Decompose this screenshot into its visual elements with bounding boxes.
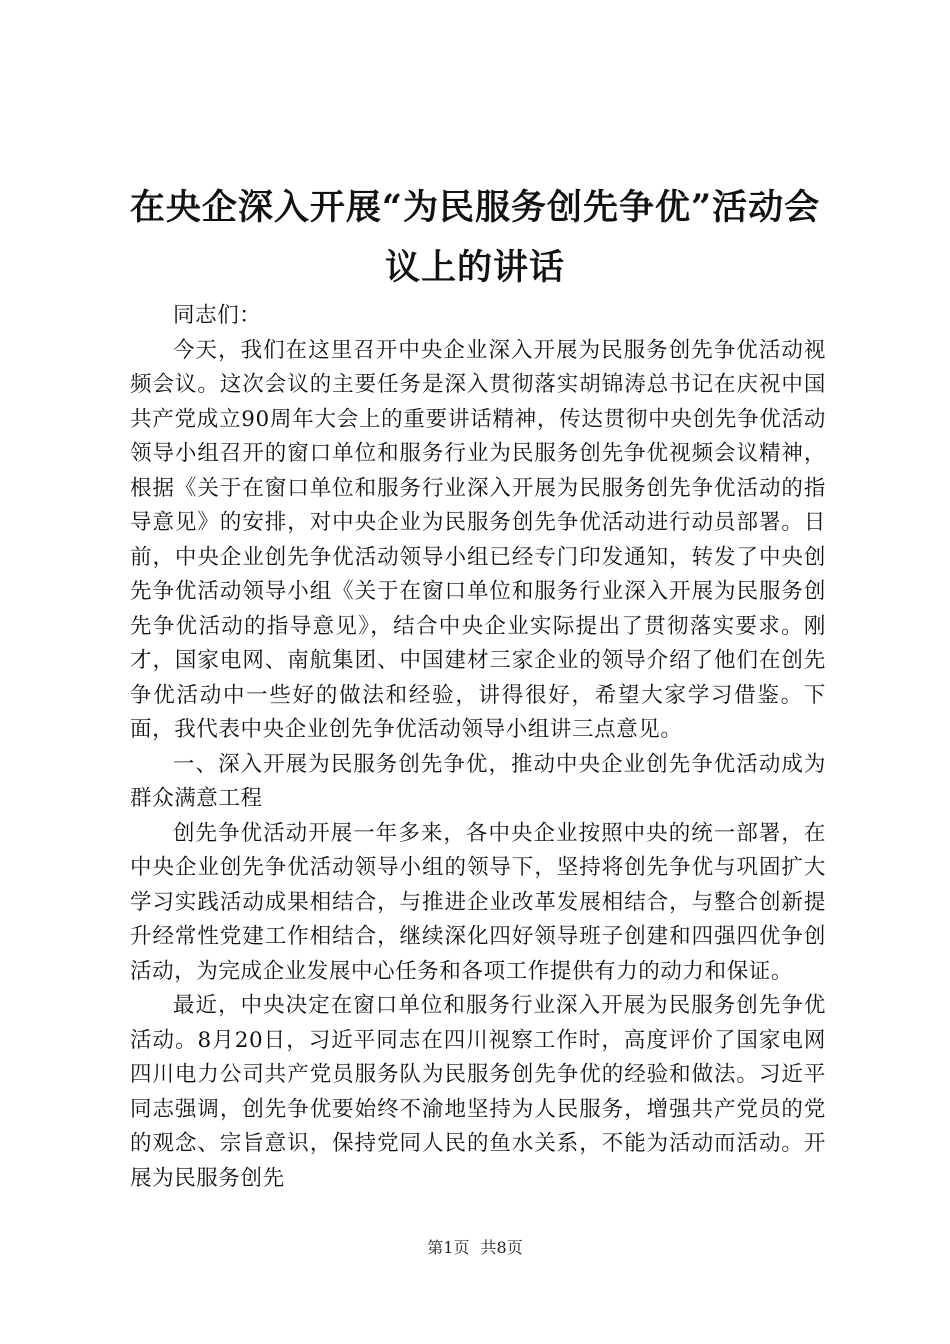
body-paragraph: 最近，中央决定在窗口单位和服务行业深入开展为民服务创先争优活动。8月20日，习近平同志在四川视察工作时，高度评价了国家电网四川电力公司共产党员服务队为民服务创先争优的经验和做法。习近平同志强调，创先争优要始终不渝地坚持为人民服务，增强共产党员的党的观念、宗旨意识，保持党同人民的鱼水关系，不能为活动而活动。开展为民服务创先 <box>130 993 826 1191</box>
section-heading: 一、深入开展为民服务创先争优，推动中央企业创先争优活动成为群众满意工程 <box>130 751 826 811</box>
body-paragraph: 今天，我们在这里召开中央企业深入开展为民服务创先争优活动视频会议。这次会议的主要任务是深入贯彻落实胡锦涛总书记在庆祝中国共产党成立90周年大会上的重要讲话精神，传达贯彻中央创先争优活动领导小组召开的窗口单位和服务行业为民服务创先争优视频会议精神，根据《关于在窗口单位和服务行业深入开展为民服务创先争优活动的指导意见》的安排，对中央企业为民服务创先争优活动进行动员部署。日前，中央企业创先争优活动领导小组已经专门印发通知，转发了中央创先争优活动领导小组《关于在窗口单位和服务行业深入开展为民服务创先争优活动的指导意见》，结合中央企业实际提出了贯彻落实要求。刚才，国家电网、南航集团、中国建材三家企业的领导介绍了他们在创先争优活动中一些好的做法和经验，讲得很好，希望大家学习借鉴。下面，我代表中央企业创先争优活动领导小组讲三点意见。 <box>130 337 826 742</box>
page-total: 共8页 <box>480 1238 523 1257</box>
body-paragraph: 创先争优活动开展一年多来，各中央企业按照中央的统一部署，在中央企业创先争优活动领导小组的领导下，坚持将创先争优与巩固扩大学习实践活动成果相结合，与推进企业改革发展相结合，与整合创新提升经常性党建工作相结合，继续深化四好领导班子创建和四强四优争创活动，为完成企业发展中心任务和各项工作提供有力的动力和保证。 <box>130 820 826 984</box>
document-body <box>130 299 826 1196</box>
page-footer <box>0 1240 950 1256</box>
page-number: 第1页 <box>427 1238 470 1257</box>
document-title-line-1: 在央企深入开展“为民服务创先争优”活动会 <box>129 187 821 228</box>
document-title-line-2: 议上的讲话 <box>384 247 565 288</box>
salutation: 同志们： <box>173 303 262 328</box>
